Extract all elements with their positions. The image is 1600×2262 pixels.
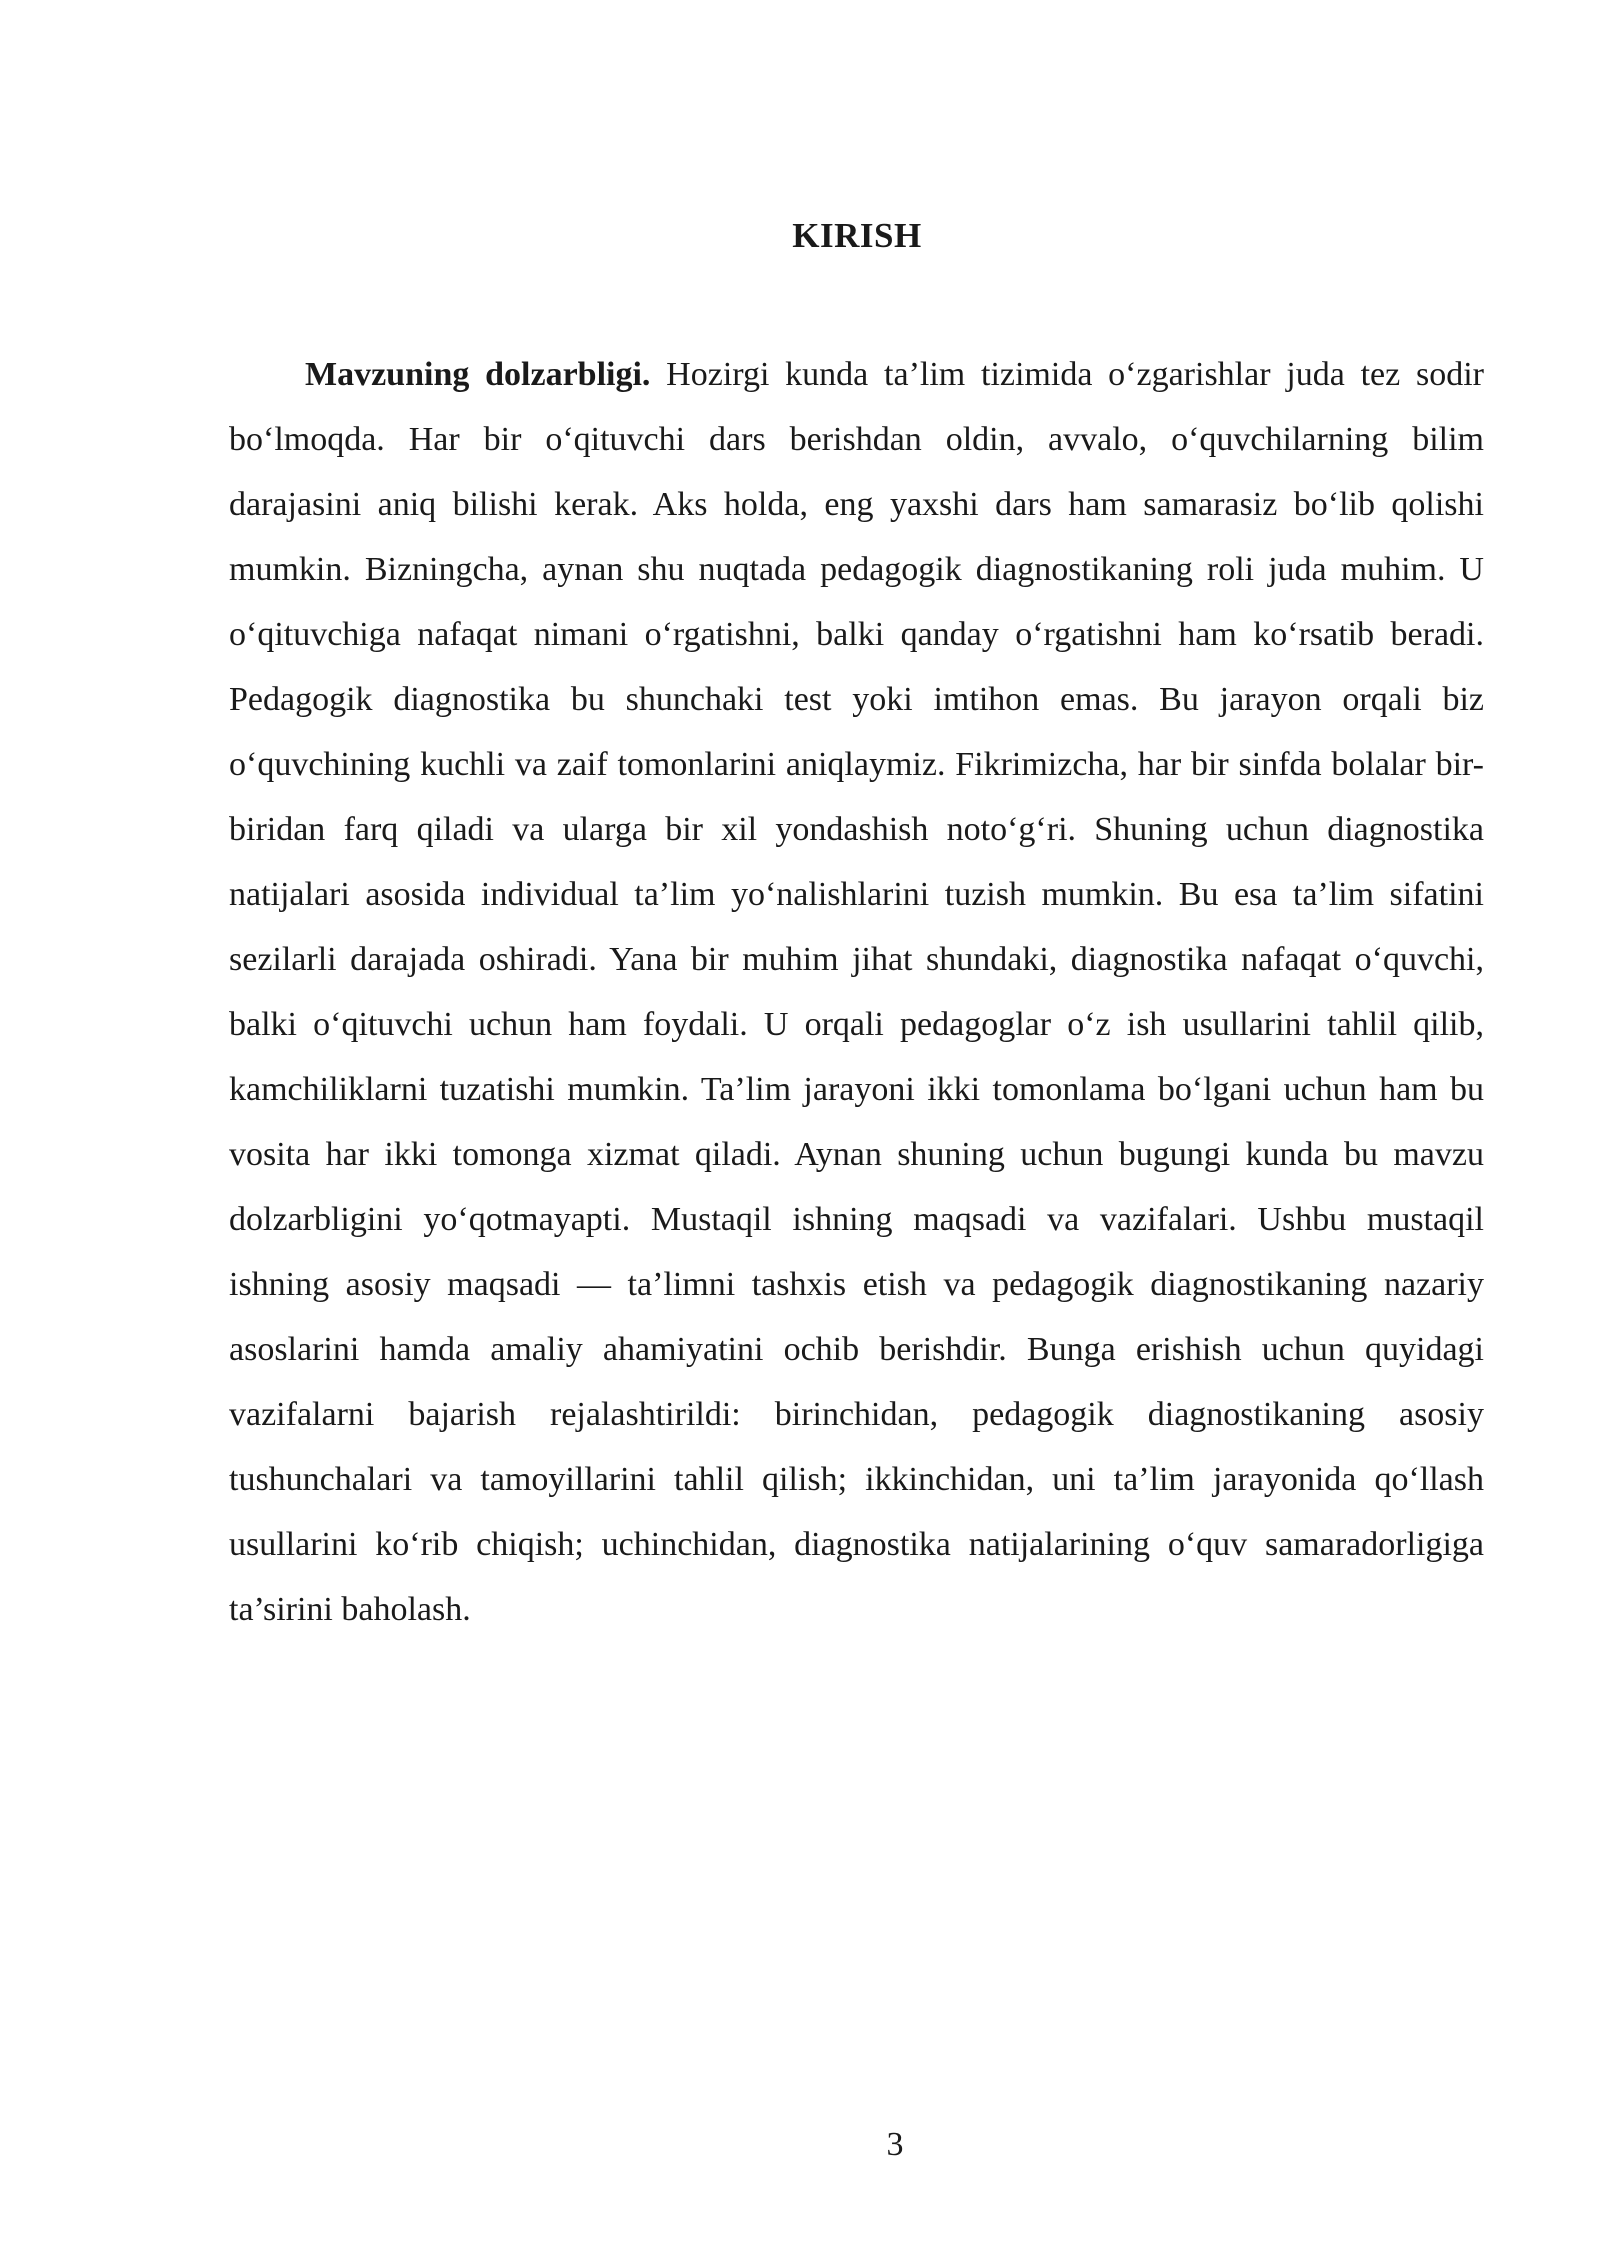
page-number: 3 xyxy=(886,2126,904,2163)
paragraph-text: Hozirgi kunda ta’lim tizimida o‘zgarishlar juda tez sodir bo‘lmoqda. Har bir o‘qituvchi dars berishdan oldin, avvalo, o‘quvchilarning bilim darajasini aniq bilishi kerak. Aks holda, eng yaxshi dars ham samarasiz bo‘lib qolishi mumkin. Bizningcha, aynan shu nuqtada pedagogik diagnostikaning roli juda muhim. U o‘qituvchiga nafaqat nimani o‘rgatishni, balki qanday o‘rgatishni ham ko‘rsatib beradi. Pedagogik diagnostika bu shunchaki test yoki imtihon emas. Bu jarayon orqali biz o‘quvchining kuchli va zaif tomonlarini aniqlaymiz. Fikrimizcha, har bir sinfda bolalar bir-biridan farq qiladi va ularga bir xil yondashish noto‘g‘ri. Shuning uchun diagnostika natijalari asosida individual ta’lim yo‘nalishlarini tuzish mumkin. Bu esa ta’lim sifatini sezilarli darajada oshiradi. Yana bir muhim jihat shundaki, diagnostika nafaqat o‘quvchi, balki o‘qituvchi uchun ham foydali. U orqali pedagoglar o‘z ish usullarini tahlil qilib, kamchiliklarni tuzatishi mumkin. Ta’lim jarayoni ikki tomonlama bo‘lgani uchun ham bu vosita har ikki tomonga xizmat qiladi. Aynan shuning uchun bugungi kunda bu mavzu dolzarbligini yo‘qotmayapti. Mustaqil ishning maqsadi va vazifalari. Ushbu mustaqil ishning asosiy maqsadi — ta’limni tashxis etish va pedagogik diagnostikaning nazariy asoslarini hamda amaliy ahamiyatini ochib berishdir. Bunga erishish uchun quyidagi vazifalarni bajarish rejalashtirildi: birinchidan, pedagogik diagnostikaning asosiy tushunchalari va tamoyillarini tahlil qilish; ikkinchidan, uni ta’lim jarayonida qo‘llash usullarini ko‘rib chiqish; uchinchidan, diagnostika natijalarining o‘quv samaradorligiga ta’sirini baholash. xyxy=(229,356,1484,1628)
section-title: KIRISH xyxy=(792,216,922,255)
paragraph-lead: Mavzuning dolzarbligi. xyxy=(305,356,651,393)
body-paragraph xyxy=(229,342,1484,1642)
